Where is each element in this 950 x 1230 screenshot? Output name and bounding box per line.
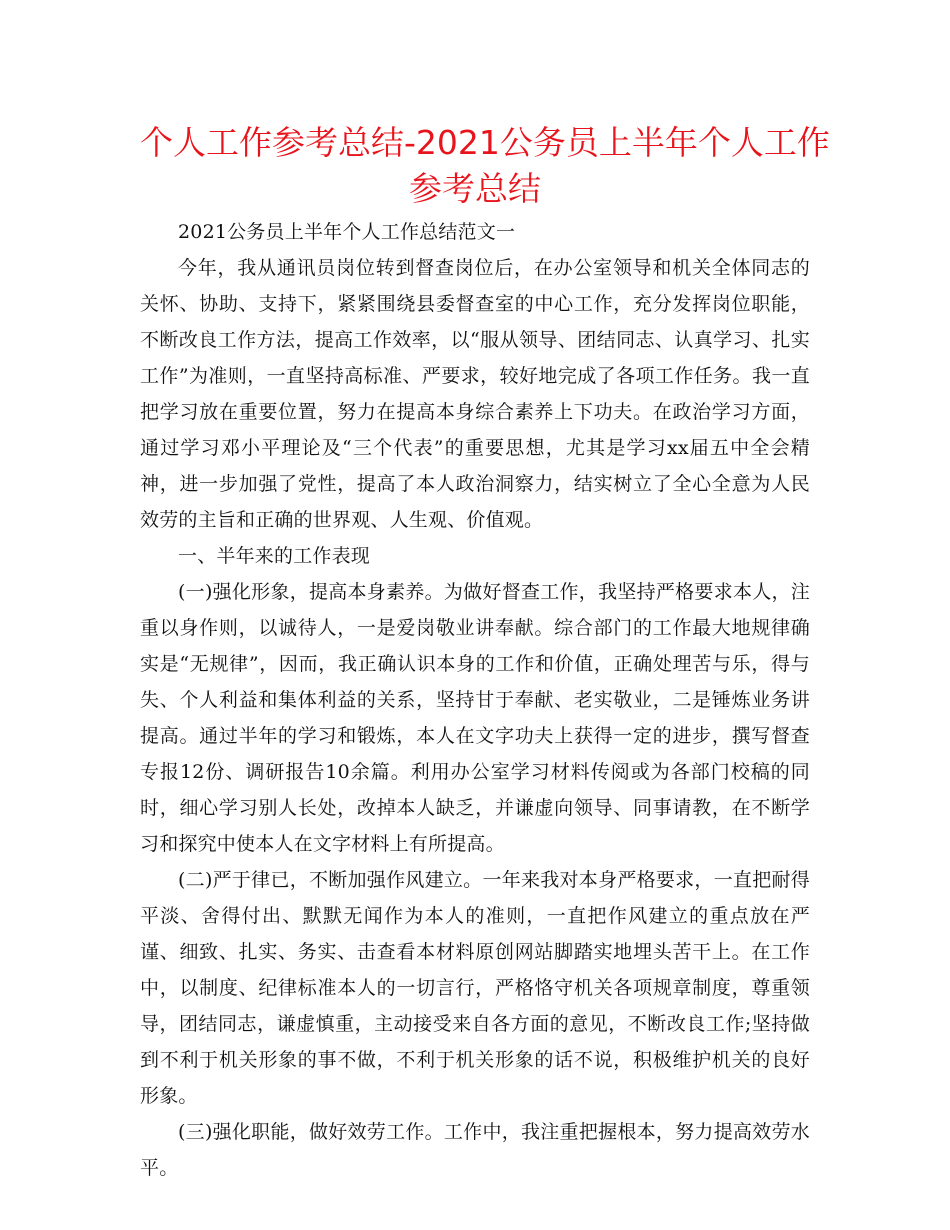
body-paragraph-2: (二)严于律已，不断加强作风建立。一年来我对本身严格要求，一直把耐得平淡、舍得付出、默默无闻作为本人的准则，一直把作风建立的重点放在严谨、细致、扎实、务实、击查看本材料原创网站脚踏实地埋头苦干上。在工作中，以制度、纪律标准本人的一切言行，严格恪守机关各项规章制度，尊重领导，团结同志，谦虚慎重，主动接受来自各方面的意见，不断改良工作;坚持做到不利于机关形象的事不做，不利于机关形象的话不说，积极维护机关的良好形象。 [140,869,810,1107]
body-paragraph-1: (一)强化形象，提高本身素养。为做好督查工作，我坚持严格要求本人，注重以身作则，以诚待人，一是爱岗敬业讲奉献。综合部门的工作最大地规律确实是“无规律”，因而，我正确认识本身的工作和价值，正确处理苦与乐，得与失、个人利益和集体利益的关系，坚持甘于奉献、老实敬业，二是锤炼业务讲提高。通过半年的学习和锻炼，本人在文字功夫上获得一定的进步，撰写督查专报12份、调研报告10余篇。利用办公室学习材料传阅或为各部门校稿的同时，细心学习别人长处，改掉本人缺乏，并谦虚向领导、同事请教，在不断学习和探究中使本人在文字材料上有所提高。 [140,581,810,855]
body-paragraph-intro: 今年，我从通讯员岗位转到督查岗位后，在办公室领导和机关全体同志的关怀、协助、支持下，紧紧围绕县委督查室的中心工作，充分发挥岗位职能，不断改良工作方法，提高工作效率，以“服从领导、团结同志、认真学习、扎实工作”为准则，一直坚持高标准、严要求，较好地完成了各项工作任务。我一直把学习放在重要位置，努力在提高本身综合素养上下功夫。在政治学习方面，通过学习邓小平理论及“三个代表”的重要思想，尤其是学习xx届五中全会精神，进一步加强了党性，提高了本人政治洞察力，结实树立了全心全意为人民效劳的主旨和正确的世界观、人生观、价值观。 [140,257,810,531]
document-body [140,214,810,1186]
title-line-2: 参考总结 [409,169,541,208]
document-title [140,120,830,212]
section-heading: 一、半年来的工作表现 [178,545,371,567]
title-line-1: 个人工作参考总结-2021公务员上半年个人工作 [140,123,830,162]
subtitle-paragraph: 2021公务员上半年个人工作总结范文一 [178,221,516,243]
body-paragraph-3: (三)强化职能，做好效劳工作。工作中，我注重把握根本，努力提高效劳水平。 [140,1121,810,1179]
